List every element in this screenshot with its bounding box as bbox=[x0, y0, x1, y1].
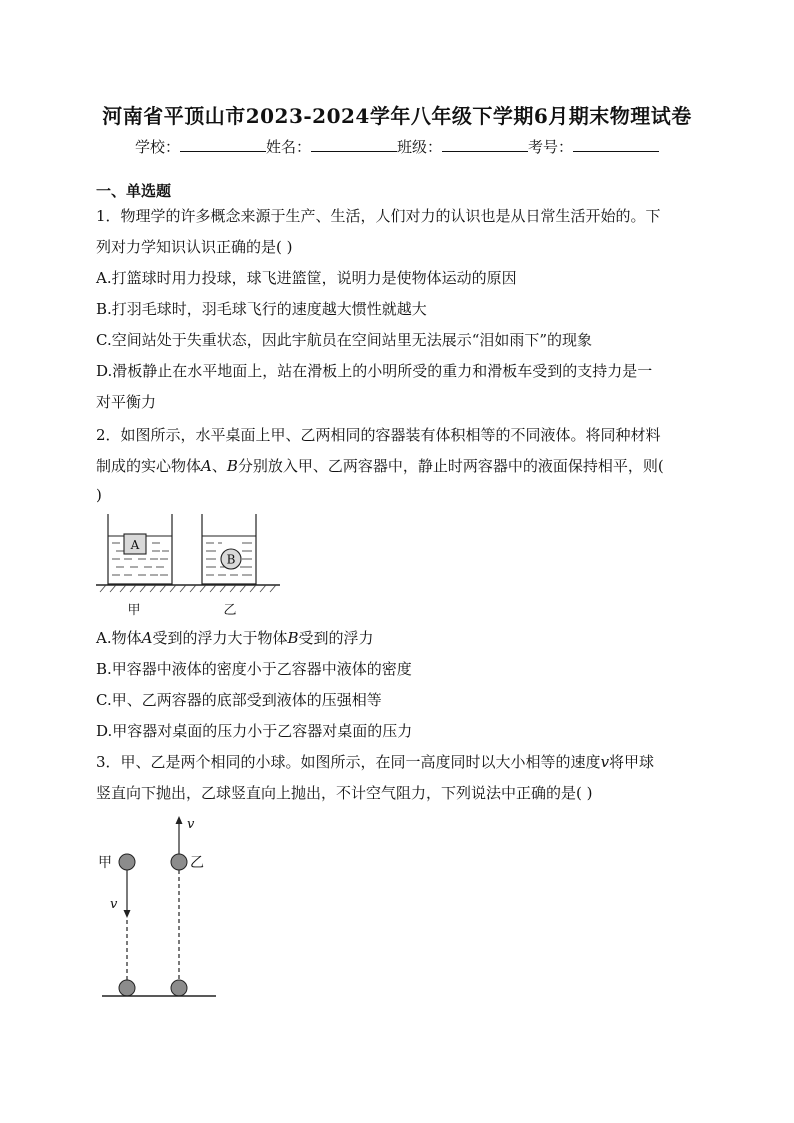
q2-option-a-post: 受到的浮力 bbox=[298, 629, 374, 647]
q2-stem-part-c: 、 bbox=[211, 457, 227, 475]
q1-option-d-cont: 对平衡力 bbox=[96, 393, 157, 411]
q2-option-b[interactable]: B.甲容器中液体的密度小于乙容器中液体的密度 bbox=[96, 660, 412, 678]
q2-var-b: B bbox=[226, 457, 238, 475]
q1-option-c[interactable]: C.空间站处于失重状态，因此宇航员在空间站里无法展示“泪如雨下”的现象 bbox=[96, 331, 593, 349]
class-blank[interactable] bbox=[442, 137, 528, 152]
ball-jia-ground bbox=[119, 980, 135, 996]
caption-jia: 甲 bbox=[127, 603, 141, 618]
ball-b-label: B bbox=[226, 552, 236, 567]
q2-stem-line-1: 2．如图所示，水平桌面上甲、乙两相同的容器装有体积相等的不同液体。将同种材料 bbox=[96, 426, 661, 444]
q1-stem-line-2: 列对力学知识认识正确的是( ) bbox=[96, 238, 293, 256]
caption-yi: 乙 bbox=[223, 603, 237, 618]
q3-stem-post: 将甲球 bbox=[609, 753, 655, 771]
block-a-label: A bbox=[130, 538, 140, 552]
q2-option-a-pre: A.物体 bbox=[96, 629, 142, 647]
q1-option-a[interactable]: A.打篮球时用力投球，球飞进篮筐，说明力是使物体运动的原因 bbox=[96, 269, 517, 287]
q1-stem-line-1: 1．物理学的许多概念来源于生产、生活，人们对力的认识也是从日常生活开始的。下 bbox=[96, 207, 661, 225]
label-jia: 甲 bbox=[98, 855, 112, 871]
q2-stem-part-a: 制成的实心物体 bbox=[96, 457, 202, 475]
q2-stem-line-2 bbox=[96, 455, 664, 476]
q3-var-v: v bbox=[600, 753, 610, 771]
down-arrowhead bbox=[124, 910, 131, 918]
section-title: 一、单选题 bbox=[96, 182, 172, 200]
ball-yi-start bbox=[171, 854, 187, 870]
label-yi: 乙 bbox=[190, 855, 204, 871]
q3-stem-pre: 3．甲、乙是两个相同的小球。如图所示，在同一高度同时以大小相等的速度 bbox=[96, 753, 601, 771]
container-jia bbox=[108, 514, 172, 584]
ball-yi-ground bbox=[171, 980, 187, 996]
q2-option-c[interactable]: C.甲、乙两容器的底部受到液体的压强相等 bbox=[96, 691, 382, 709]
q3-balls-figure bbox=[94, 812, 224, 1002]
name-label: 姓名： bbox=[265, 138, 311, 156]
q2-stem-line-3: ) bbox=[96, 486, 102, 504]
ball-jia-start bbox=[119, 854, 135, 870]
q2-option-a-var2: B bbox=[287, 629, 299, 647]
exam-title: 河南省平顶山市2023-2024学年八年级下学期6月期末物理试卷 bbox=[102, 104, 692, 128]
name-blank[interactable] bbox=[311, 137, 397, 152]
up-arrowhead bbox=[176, 816, 183, 824]
down-velocity-label: v bbox=[110, 897, 118, 912]
q2-var-a: A bbox=[201, 457, 212, 475]
student-info-row bbox=[0, 136, 794, 157]
q2-option-a[interactable] bbox=[96, 627, 374, 648]
q2-option-a-var1: A bbox=[141, 629, 153, 647]
school-blank[interactable] bbox=[180, 137, 266, 152]
q2-containers-figure bbox=[94, 510, 294, 620]
q3-stem-line-1 bbox=[96, 751, 654, 772]
q2-stem-part-e: 分别放入甲、乙两容器中，静止时两容器中的液面保持相平，则( bbox=[237, 457, 664, 475]
q1-option-d[interactable]: D.滑板静止在水平地面上，站在滑板上的小明所受的重力和滑板车受到的支持力是一 bbox=[96, 362, 653, 380]
school-label: 学校： bbox=[134, 138, 180, 156]
q1-option-b[interactable]: B.打羽毛球时，羽毛球飞行的速度越大惯性就越大 bbox=[96, 300, 427, 318]
q2-option-d[interactable]: D.甲容器对桌面的压力小于乙容器对桌面的压力 bbox=[96, 722, 413, 740]
exam-number-blank[interactable] bbox=[573, 137, 659, 152]
q3-stem-line-2: 竖直向下抛出，乙球竖直向上抛出，不计空气阻力，下列说法中正确的是( ) bbox=[96, 784, 593, 802]
class-label: 班级： bbox=[397, 138, 443, 156]
container-yi bbox=[202, 514, 256, 584]
table-hatch bbox=[100, 585, 276, 592]
up-velocity-label: v bbox=[187, 817, 195, 832]
exam-number-label: 考号： bbox=[528, 138, 574, 156]
q2-option-a-mid: 受到的浮力大于物体 bbox=[152, 629, 288, 647]
